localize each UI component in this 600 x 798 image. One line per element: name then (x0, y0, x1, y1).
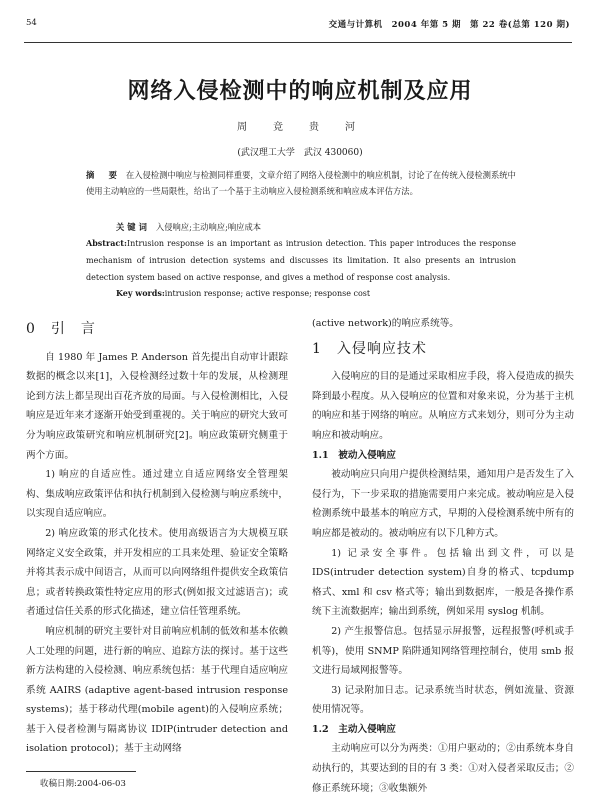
subsection-1-1-paragraph: 2) 产生报警信息。包括显示屏报警，远程报警(呼机或手机等)，使用 SNMP 陷阱通知网络管理控制台，使用 smb 报文进行局域网报警等。 (312, 625, 574, 677)
section-1-heading: 1 入侵响应技术 (312, 340, 427, 357)
subsection-1-1-heading: 1.1 被动入侵响应 (312, 449, 396, 461)
keywords-cn-text: 入侵响应;主动响应;响应成本 (155, 222, 262, 232)
journal-info: 交通与计算机 2004 年第 5 期 第 22 卷(总第 120 期) (328, 20, 570, 30)
section-0-paragraph: 1) 响应的自适应性。通过建立自适应网络安全管理架构、集成响应政策评估和执行机制到入侵检测与响应系统中，以实现自适应响应。 (26, 469, 288, 520)
keywords-en-text: intrusion response; active response; response cost (164, 289, 371, 298)
keywords-en (116, 285, 526, 302)
author: 周 竞 贵 河 (237, 122, 363, 133)
section-0-heading: 0 引 言 (26, 321, 96, 337)
abstract-en-label: Abstract: (86, 238, 127, 248)
header-rule (24, 42, 572, 43)
subsection-1-1-paragraph: 被动响应只向用户提供检测结果，通知用户是否发生了入侵行为，下一步采取的措施需要用户来完成。被动响应是入侵检测系统中最基本的响应方式，早期的入侵检测系统中所有的响应都是被动的。被动响应有以下几种方式。 (312, 469, 574, 539)
footnote-rule (26, 771, 136, 772)
subsection-1-2-heading: 1.2 主动入侵响应 (312, 723, 396, 735)
keywords-cn (116, 219, 526, 235)
section-0-paragraph: 响应机制的研究主要针对目前响应机制的低效和基本依赖人工处理的问题，进行新的响应、追踪方法的探讨。基于这些新方法构建的入侵检测、响应系统包括：基于代理自适应响应系统 AAIRS (adaptive agent-based intrusion response systems)；基于移动代理(mobile agent)的入侵响应系统；基于入侵者检测与隔离协议 IDIP(intruder detection and isolation protocol)；基于主动网络 (26, 625, 288, 755)
section-1-paragraph: 入侵响应的目的是通过采取相应手段，将入侵造成的损失降到最小程度。从入侵响应的位置和对象来说，分为基于主机的响应和基于网络的响应。从响应方式来划分，则可分为主动响应和被动响应。 (312, 371, 574, 441)
paper-title: 网络入侵检测中的响应机制及应用 (127, 78, 473, 104)
section-0-paragraph: 自 1980 年 James P. Anderson 首先提出自动审计跟踪数据的概念以来[1]，入侵检测经过数十年的发展，从检测理论到方法上都呈现出百花齐放的局面。与入侵检测相比，入侵响应是近年来才逐渐开始受到重视的。关于响应的研究大致可分为响应政策研究和响应机制研究[2]。响应政策研究侧重于两个方面。 (26, 351, 288, 461)
left-column (26, 314, 288, 759)
page-number: 54 (26, 18, 37, 28)
subsection-1-2-paragraph: 主动响应可以分为两类：①用户驱动的；②由系统本身自动执行的，其要达到的目的有 3 类：①对入侵者采取反击；②修正系统环境；③收集额外 (312, 743, 574, 794)
subsection-1-1-paragraph: 3) 记录附加日志。记录系统当时状态，例如流量、资源使用情况等。 (312, 684, 574, 716)
abstract-en (86, 235, 516, 286)
abstract-cn-label: 摘 要 (86, 170, 120, 180)
received-date: 收稿日期:2004-06-03 (40, 779, 126, 789)
continued-text: (active network)的响应系统等。 (312, 318, 459, 329)
right-column (312, 314, 574, 798)
subsection-1-1-paragraph: 1) 记录安全事件。包括输出到文件，可以是 IDS(intruder detection system)自身的格式、tcpdump 格式、xml 和 csv 格式等；输出到数据库，一般是各操作系统下主流数据库；输出到系统，例如采用 syslog 机制。 (312, 547, 574, 618)
affiliation: (武汉理工大学 武汉 430060) (237, 148, 363, 158)
running-header (0, 12, 600, 32)
keywords-en-label: Key words: (116, 288, 165, 298)
keywords-cn-label: 关键词 (116, 222, 150, 232)
abstract-cn-text: 在入侵检测中响应与检测同样重要，文章介绍了网络入侵检测中的响应机制，讨论了在传统入侵检测系统中使用主动响应的一些局限性，给出了一个基于主动响应入侵检测系统和响应成本评估方法。 (86, 170, 516, 196)
abstract-cn (86, 167, 516, 199)
section-0-paragraph: 2) 响应政策的形式化技术。使用高级语言为大规模互联网络定义安全政策，并开发相应的工具来处理、验证安全策略并将其表示成中间语言，从而可以向网络组件提供安全政策信息；或者转换政策性特定应用的形式(例如报文过滤语言)；或者通过信任关系的形式化描述，建立信任管理系统。 (26, 527, 288, 618)
abstract-en-text: Intrusion response is an important as intrusion detection. This paper introduces the response mechanism of intrusion detection systems and discusses its limitation. It also presents an intrusion detection system based on active response, and gives a method of response cost analysis. (86, 239, 516, 282)
